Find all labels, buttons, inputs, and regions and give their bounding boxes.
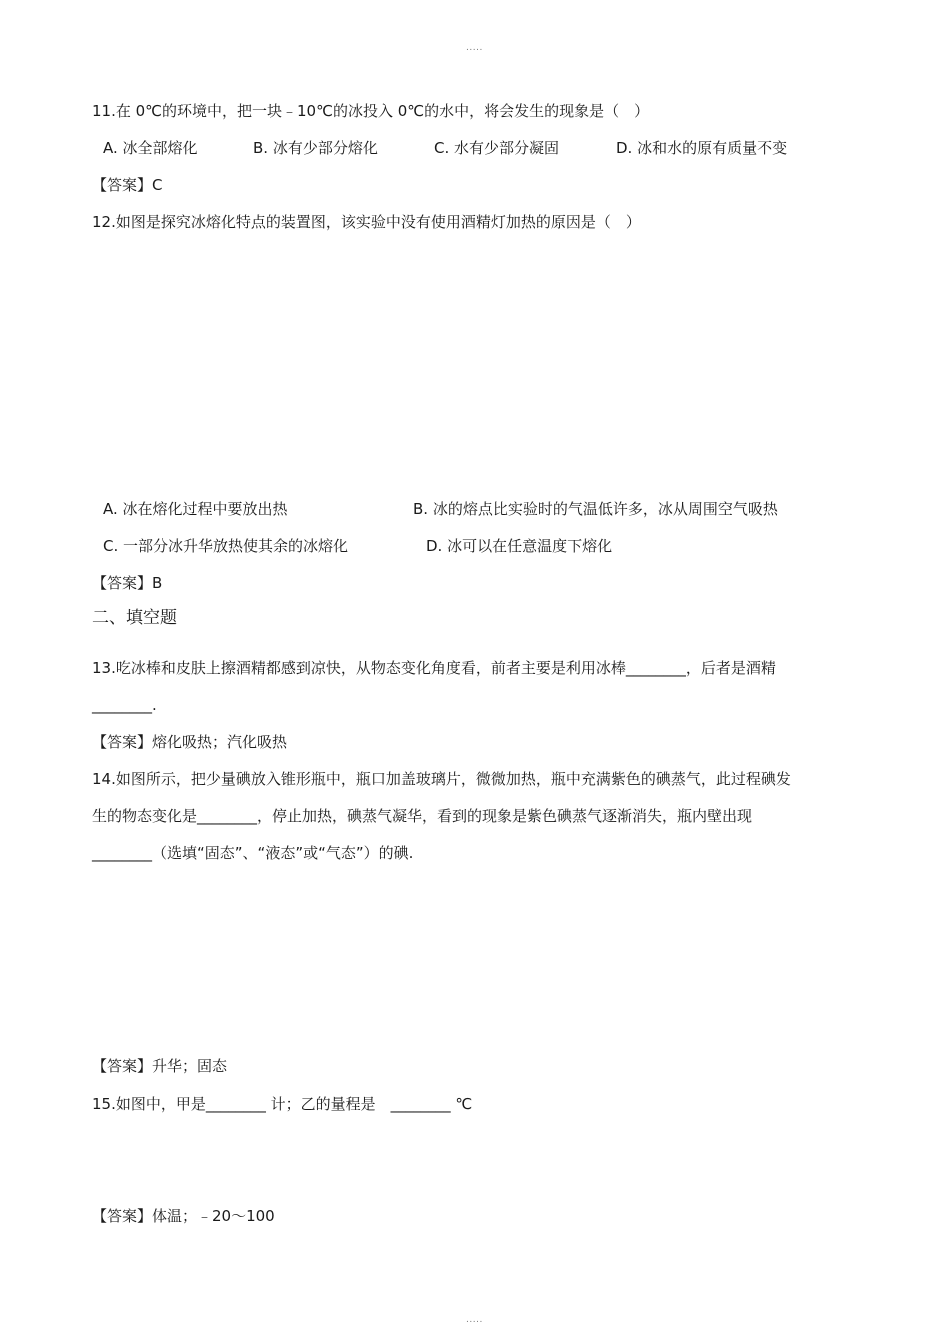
question-12-option-a: A. 冰在熔化过程中要放出热 [103, 500, 288, 518]
question-12-option-c: C. 一部分冰升华放热使其余的冰熔化 [103, 537, 349, 555]
question-14-line-1: 14.如图所示，把少量碘放入锥形瓶中，瓶口加盖玻璃片，微微加热，瓶中充满紫色的碘蒸气，此过程碘发 [92, 770, 791, 788]
question-11-stem: 11.在 0℃的环境中，把一块﹣10℃的冰投入 0℃的水中，将会发生的现象是（ ） [92, 102, 650, 120]
header-dots: ..... [466, 43, 483, 53]
question-11-answer: 【答案】C [92, 176, 163, 194]
question-11-option-a: A. 冰全部熔化 [103, 139, 198, 157]
question-11-option-b: B. 冰有少部分熔化 [253, 139, 378, 157]
question-14-figure-area [90, 870, 860, 1050]
footer-dots: ..... [466, 1315, 483, 1325]
question-12-option-d: D. 冰可以在任意温度下熔化 [426, 537, 613, 555]
question-12-stem: 12.如图是探究冰熔化特点的装置图，该实验中没有使用酒精灯加热的原因是（ ） [92, 213, 641, 231]
question-13-line-1: 13.吃冰棒和皮肤上擦酒精都感到凉快，从物态变化角度看，前者主要是利用冰棒________，后者是酒精 [92, 659, 776, 677]
question-13-line-2: ________. [92, 696, 157, 714]
question-14-answer: 【答案】升华；固态 [92, 1057, 228, 1075]
question-11-option-d: D. 冰和水的原有质量不变 [616, 139, 788, 157]
question-14-line-2: 生的物态变化是________，停止加热，碘蒸气凝华，看到的现象是紫色碘蒸气逐渐消失，瓶内壁出现 [92, 807, 753, 825]
question-11-option-c: C. 水有少部分凝固 [434, 139, 560, 157]
question-15-figure-area [90, 1120, 860, 1200]
question-15-stem: 15.如图中，甲是________ 计；乙的量程是 ________ ℃ [92, 1095, 473, 1113]
question-15-answer: 【答案】体温；﹣20～100 [92, 1207, 275, 1225]
section-title: 二、填空题 [92, 608, 177, 628]
question-12-answer: 【答案】B [92, 574, 163, 592]
question-12-figure-area [90, 240, 860, 490]
question-14-line-3: ________（选填“固态”、“液态”或“气态”）的碘. [92, 844, 414, 862]
question-12-option-b: B. 冰的熔点比实验时的气温低许多，冰从周围空气吸热 [413, 500, 778, 518]
question-13-answer: 【答案】熔化吸热；汽化吸热 [92, 733, 288, 751]
